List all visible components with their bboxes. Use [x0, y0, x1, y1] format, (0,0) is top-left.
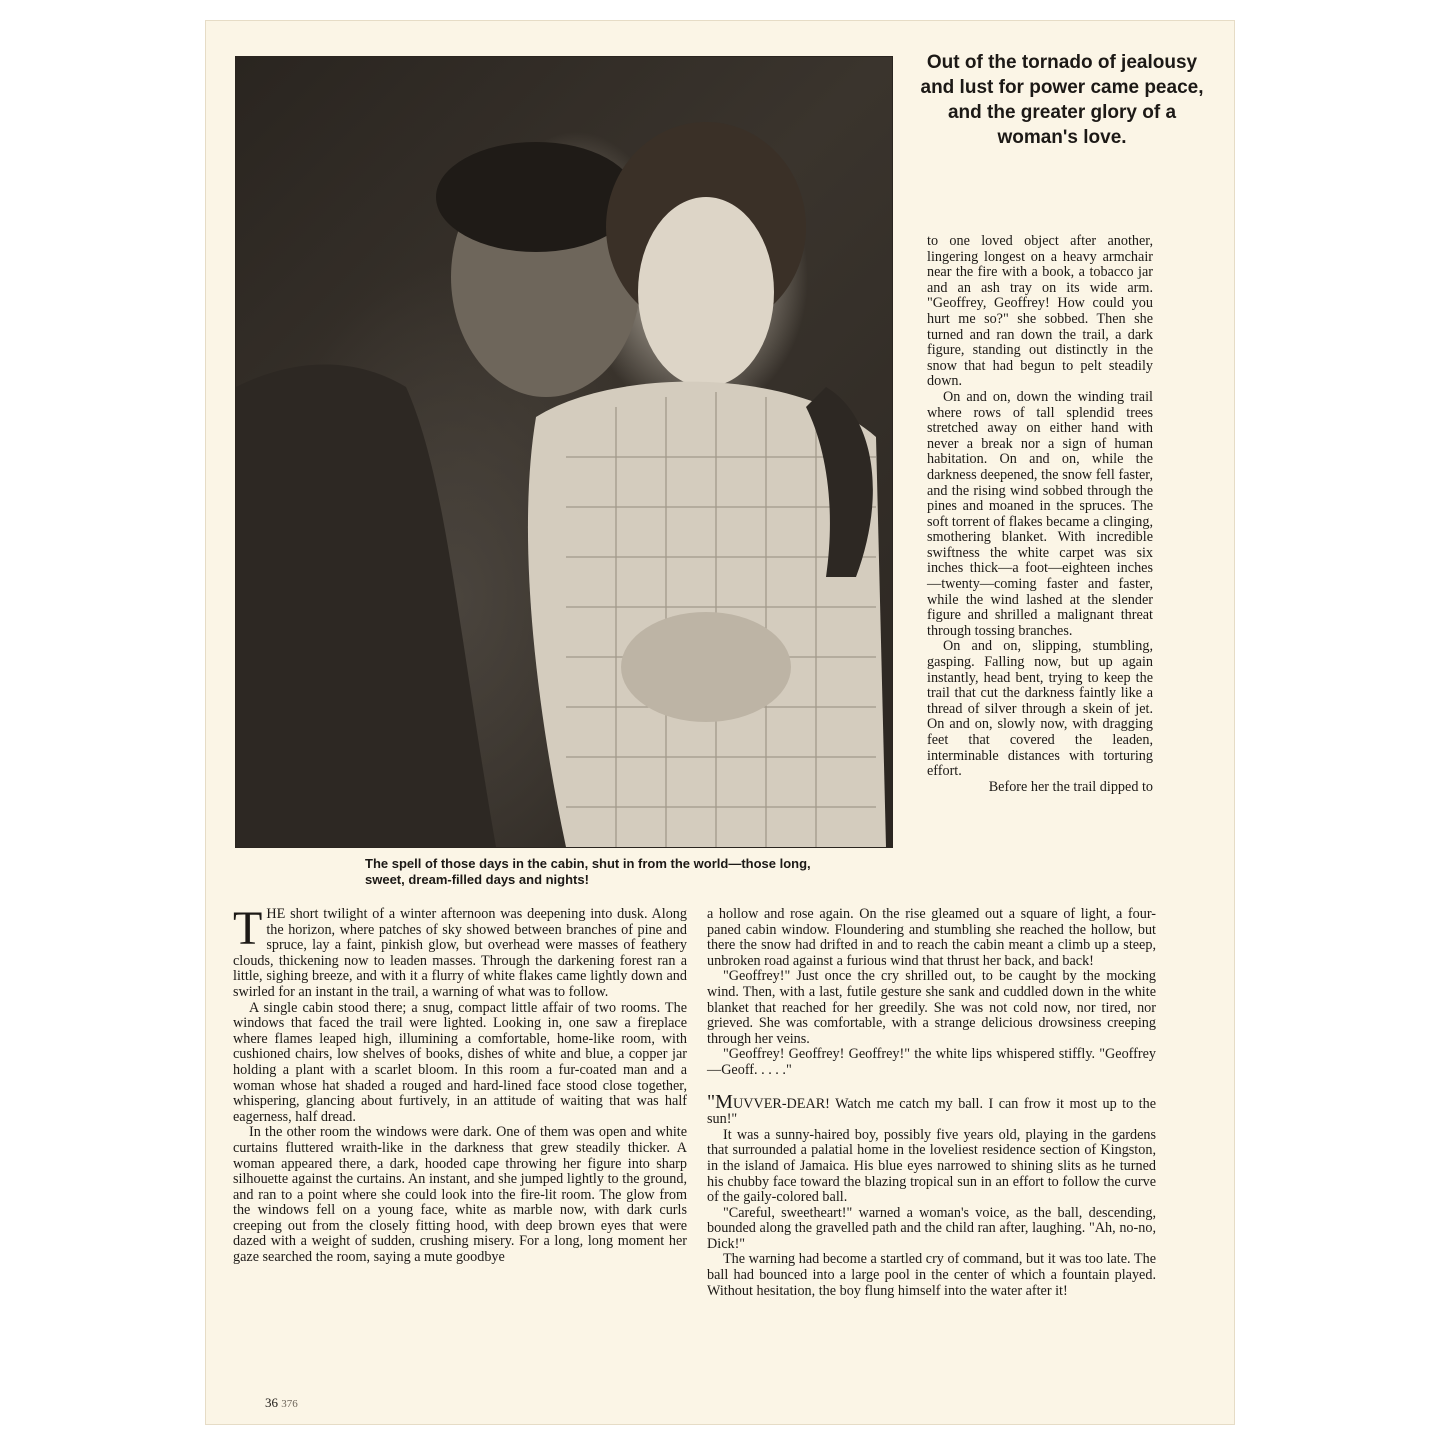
- magazine-page: [205, 20, 1235, 1425]
- middle-paragraph: "Careful, sweetheart!" warned a woman's voice, as the ball, descending, bounded along the gravelled path and the child ran after, laughing. "Ah, no-no, Dick!": [707, 1204, 1156, 1252]
- opening-text: HE short twilight of a winter afternoon was deepening into dusk. Along the horizon, where patches of sky showed between branches of pine and spruce, lay a faint, pinkish glow, but overhead were masses of feathery clouds, thickening now to leaden masses. Through the darkening forest ran a little, sighing breeze, and with it a flurry of white flakes came lightly down and swirled for an instant in the trail, a warning of what was to follow.: [233, 906, 687, 1000]
- right-column: [927, 234, 1153, 795]
- woman-face-shape: [638, 197, 774, 387]
- man-jacket-shape: [236, 365, 496, 848]
- hands-shape: [621, 612, 791, 722]
- left-paragraph: A single cabin stood there; a snug, compact little affair of two rooms. The windows that faced the trail were lighted. Looking in, one saw a fireplace where flames leaped high, illumining a comfortable, home-like room, with cushioned chairs, low shelves of books, dishes of white and blue, a copper jar holding a plant with a scarlet bloom. In this room a fur-coated man and a woman whose hat shaded a rouged and hard-lined face stood close together, whispering, glancing about furtively, in an attitude of waiting that was half eagerness, half dread.: [233, 999, 687, 1125]
- middle-paragraph: a hollow and rose again. On the rise gleamed out a square of light, a four-paned cabin window. Floundering and stumbling she reached the hollow, but there the snow had drifted in and to reach the cabin meant a climb up a steep, unbroken road against a furious wind that thrust her back, and back!: [707, 906, 1156, 969]
- photo-caption: The spell of those days in the cabin, shut in from the world—those long, sweet, dream-filled days and nights!: [365, 856, 811, 887]
- left-paragraph-opening: [233, 902, 687, 1001]
- middle-column: [707, 907, 1156, 1299]
- couple-photograph: [235, 56, 893, 848]
- middle-paragraph: The warning had become a startled cry of command, but it was too late. The ball had bounced into a large pool in the center of which a fountain played. Without hesitation, the boy flung himself into the water after it!: [707, 1251, 1156, 1299]
- middle-paragraph: "Geoffrey! Geoffrey! Geoffrey!" the white lips whispered stiffly. "Geoffrey—Geoff. . . . .": [707, 1046, 1156, 1078]
- left-paragraph: In the other room the windows were dark. One of them was open and white curtains fluttered wraith-like in the darkness that grew steadily thicker. A woman appeared there, a dark, hooded cape throwing her figure into sharp silhouette against the curtains. An instant, and she jumped lightly to the ground, and ran to a point where she could look into the fire-lit room. The glow from the windows fell on a young face, white as marble now, with dark curls creeping out from the closely fitting hood, with deep brown eyes that were dazed with a weight of sudden, crushing misery. For a long, long moment her gaze searched the room, saying a mute goodbye: [233, 1124, 687, 1266]
- right-paragraph: On and on, slipping, stumbling, gasping. Falling now, but up again instantly, head bent, trying to keep the trail that cut the darkness faintly like a thread of silver through a skein of jet. On and on, slowly now, with dragging feet that covered the leaden, interminable distances with torturing effort.: [927, 638, 1153, 780]
- right-paragraph: Before her the trail dipped to: [988, 778, 1153, 795]
- left-column: [233, 902, 687, 1266]
- pull-quote: Out of the tornado of jealousy and lust for power came peace, and the greater glory of a woman's love.: [920, 52, 1204, 148]
- drop-cap: T: [233, 902, 263, 955]
- section-opening: [707, 1090, 1156, 1128]
- section-cap: "M: [707, 1090, 733, 1113]
- middle-paragraph: It was a sunny-haired boy, possibly five years old, playing in the gardens that surrounded a palatial home in the loveliest residence section of Kingston, in the island of Jamaica. His blue eyes narrowed to shining slits as he turned his chubby face toward the blazing tropical sun in an effort to follow the curve of the gaily-colored ball.: [707, 1126, 1156, 1206]
- man-hair-shape: [436, 142, 636, 252]
- folio-number: 36: [265, 1395, 278, 1410]
- page-number: [265, 1395, 298, 1411]
- photo-illustration: [236, 57, 892, 847]
- right-paragraph: to one loved object after another, lingering longest on a heavy armchair near the fire with a book, a tobacco jar and an ash tray on its wide arm. "Geoffrey, Geoffrey! How could you hurt me so?" she sobbed. Then she turned and ran down the trail, a dark figure, standing out distinctly in the snow that had begun to pelt steadily down.: [927, 233, 1153, 390]
- middle-paragraph: "Geoffrey!" Just once the cry shrilled out, to be caught by the mocking wind. Then, with a last, futile gesture she sank and cuddled down in the white blanket that reached for her greedily. She was not cold now, nor tired, nor grieved. She was comfortable, with a strange delicious drowsiness creeping through her veins.: [707, 968, 1156, 1047]
- folio-mark: 376: [281, 1398, 298, 1410]
- section-opening-text: UVVER-DEAR! Watch me catch my ball. I can frow it most up to the sun!": [707, 1095, 1156, 1128]
- right-paragraph: On and on, down the winding trail where rows of tall splendid trees stretched away on either hand with never a break nor a sign of human habitation. On and on, while the darkness deepened, the snow fell faster, and the rising wind sobbed through the pines and moaned in the spruces. The soft torrent of flakes became a clinging, smothering blanket. With incredible swiftness the white carpet was six inches thick—a foot—eighteen inches—twenty—coming faster and faster, while the wind lashed at the slender figure and shrilled a malignant threat through tossing branches.: [927, 388, 1153, 639]
